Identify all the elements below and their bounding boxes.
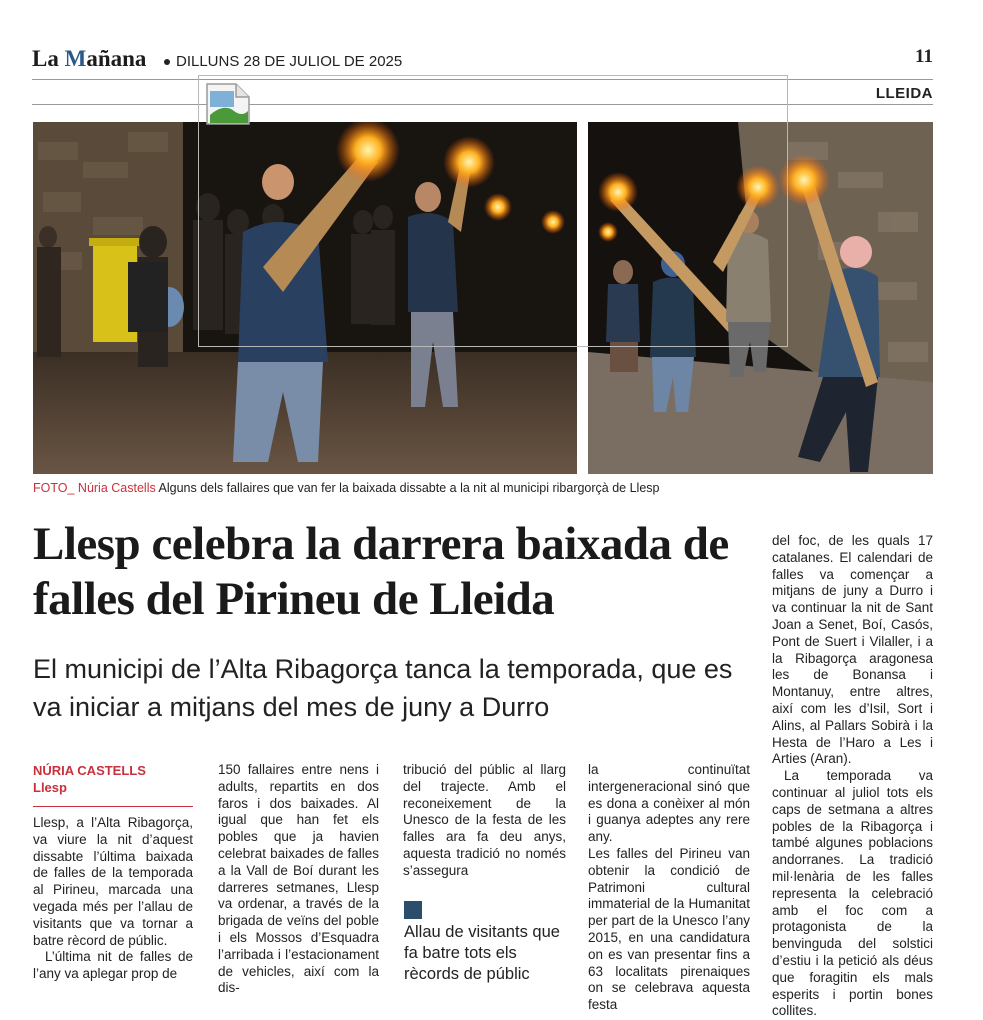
article-column-1 xyxy=(33,815,193,983)
broken-image-icon xyxy=(204,81,252,127)
article-subheadline: El municipi de l’Alta Ribagorça tanca la temporada, que es va iniciar a mitjans del mes de juny a Durro xyxy=(33,654,733,722)
paragraph: del foc, de les quals 17 catalanes. El calendari de falles va començar a mitjans de juny a Durro i va continuar la nit de Sant Joan a Senet, Boí, Casós, Pont de Suert i Vilaller, i a la Ribagorça aragonesa les de Bonansa i Montanuy, entre altres, així com les d’Isil, Sort i Alins, al Pallars Sobirà i la Hesta de l’Haro a Les i Arties (Aran). xyxy=(772,533,933,767)
page-number: 11 xyxy=(915,46,933,67)
photo-caption xyxy=(33,481,660,495)
article-column-5 xyxy=(772,533,933,1020)
pull-quote: Allau de visitants que fa batre tots els rècords de públic xyxy=(404,923,560,983)
masthead-title-initial: M xyxy=(64,46,87,71)
paragraph: la continuïtat intergeneracional sinó que es dona a conèixer al món i guanya adeptes any rere any. xyxy=(588,762,750,845)
photo-credit: FOTO_ Núria Castells xyxy=(33,481,156,495)
masthead-title-part: La xyxy=(32,46,65,71)
byline-place: Llesp xyxy=(33,780,67,795)
article-headline: Llesp celebra la darrera baixada de falles del Pirineu de Lleida xyxy=(33,518,729,625)
newspaper-masthead xyxy=(32,46,146,72)
masthead-title-part: añana xyxy=(86,46,147,71)
paragraph: tribució del públic al llarg del trajecte. Amb el reconeixement de la Unesco de la festa de les falles ara fa deu anys, aquesta tradició no només s’assegura xyxy=(403,762,566,878)
caption-text: Alguns dels fallaires que van fer la baixada dissabte a la nit al municipi ribargorçà de Llesp xyxy=(155,481,660,495)
article-column-3 xyxy=(403,762,566,880)
article-column-4 xyxy=(588,762,750,1014)
quote-marker xyxy=(404,901,422,919)
paragraph: Llesp, a l’Alta Ribagorça, va viure la nit d’aquest dissabte l’última baixada de falles de la temporada al Pirineu, marcada una vegada més per l’allau de visitants que va tornar a batre rècord de públic. xyxy=(33,815,193,948)
byline-rule xyxy=(33,806,193,807)
paragraph: 150 fallaires entre nens i adults, repartits en dos faros i dos baixades. Al igual que han fet els pobles que ja havien celebrat baixades de falles a la Vall de Boí durant les darreres setmanes, Llesp va ordenar, a través de la brigada de veïns del poble i els Mossos d’Esquadra l’arribada i l’estacionament de vehicles, així com la dis- xyxy=(218,762,379,996)
paragraph: L’última nit de falles de l’any va aplegar prop de xyxy=(33,949,193,982)
selection-frame xyxy=(198,75,788,347)
paragraph: La temporada va continuar al juliol tots els caps de setmana a altres pobles de la Ribagorça i també algunes poblacions andorranes. La tradició mil·lenària de les falles representa la celebració amb el foc com a protagonista de la benvinguda del solstici d’estiu i la petició als déus que foragitin els mals esperits i portin bones collites. xyxy=(772,768,933,1019)
section-label: LLEIDA xyxy=(875,85,933,102)
article-column-2 xyxy=(218,762,379,997)
issue-date: DILLUNS 28 DE JULIOL DE 2025 xyxy=(176,53,403,70)
byline xyxy=(33,762,146,796)
paragraph: Les falles del Pirineu van obtenir la condició de Patrimoni cultural immaterial de la Humanitat per part de la Unesco l’any 2015, en una candidatura on es van presentar fins a 63 localitats pirenaiques on se celebrava aquesta festa xyxy=(588,845,750,1013)
byline-author: NÚRIA CASTELLS xyxy=(33,763,146,778)
separator-dot xyxy=(164,59,170,65)
